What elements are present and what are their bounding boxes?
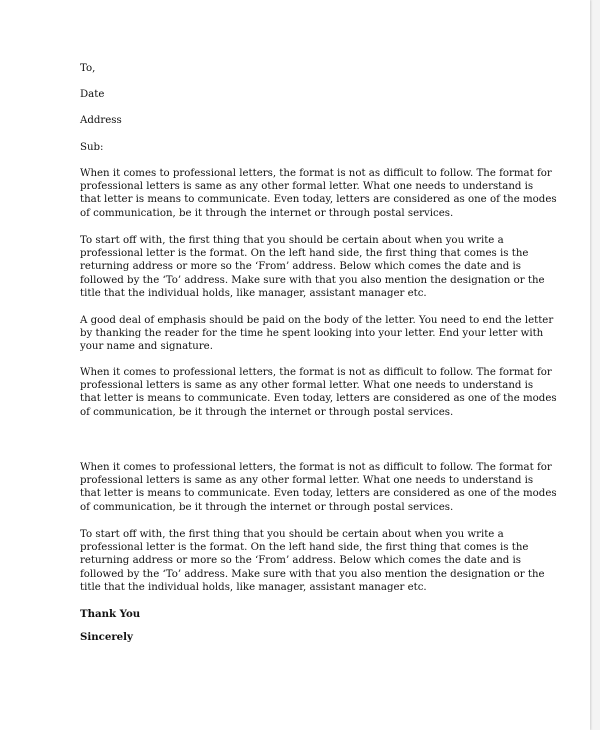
paragraph-line: returning address or more so the ‘From’ address. Below which comes the date and is [80,261,522,273]
paragraph-line: professional letters is same as any other formal letter. What one needs to understand is [80,380,534,392]
paragraph-line: that letter is means to communicate. Even today, letters are considered as one of the modes [80,488,557,500]
closing-signoff: Sincerely [80,631,133,643]
paragraph-line: When it comes to professional letters, the format is not as difficult to follow. The format for [80,367,552,378]
paragraph-line: title that the individual holds, like manager, assistant manager etc. [80,287,427,299]
body-paragraph-2 [80,234,545,300]
paragraph-line: returning address or more so the ‘From’ address. Below which comes the date and is [80,555,522,567]
paragraph-line: of communication, be it through the internet or through postal services. [80,501,454,513]
paragraph-line: followed by the ‘To’ address. Make sure with that you also mention the designation or the [80,274,545,286]
paragraph-line: that letter is means to communicate. Even today, letters are considered as one of the modes [80,393,557,405]
address-label: Address [80,115,122,126]
paragraph-line: professional letters is same as any other formal letter. What one needs to understand is [80,181,534,193]
paragraph-line: your name and signature. [80,341,213,353]
body-paragraph-5 [80,461,557,514]
paragraph-line: A good deal of emphasis should be paid on the body of the letter. You need to end the letter [80,315,554,326]
closing-thanks: Thank You [80,608,141,620]
paragraph-line: professional letter is the format. On the left hand side, the first thing that comes is the [80,248,529,260]
body-paragraph-6 [80,528,545,594]
subject-label: Sub: [80,142,104,153]
body-paragraph-4 [80,366,557,419]
paragraph-line: To start off with, the first thing that you should be certain about when you write a [80,235,504,246]
date-label: Date [80,89,105,100]
paragraph-line: of communication, be it through the internet or through postal services. [80,207,454,219]
paragraph-line: To start off with, the first thing that you should be certain about when you write a [80,529,504,540]
paragraph-line: professional letter is the format. On the left hand side, the first thing that comes is the [80,542,529,554]
paragraph-line: When it comes to professional letters, the format is not as difficult to follow. The format for [80,168,552,179]
body-paragraph-3 [80,314,554,354]
paragraph-line: that letter is means to communicate. Even today, letters are considered as one of the modes [80,194,557,206]
paragraph-line: When it comes to professional letters, the format is not as difficult to follow. The format for [80,462,552,473]
paragraph-line: title that the individual holds, like manager, assistant manager etc. [80,581,427,593]
paragraph-line: by thanking the reader for the time he spent looking into your letter. End your letter with [80,328,544,340]
paragraph-line: of communication, be it through the internet or through postal services. [80,406,454,418]
recipient-label: To, [80,63,96,74]
paragraph-line: followed by the ‘To’ address. Make sure with that you also mention the designation or the [80,568,545,580]
body-paragraph-1 [80,167,557,220]
paragraph-line: professional letters is same as any other formal letter. What one needs to understand is [80,475,534,487]
